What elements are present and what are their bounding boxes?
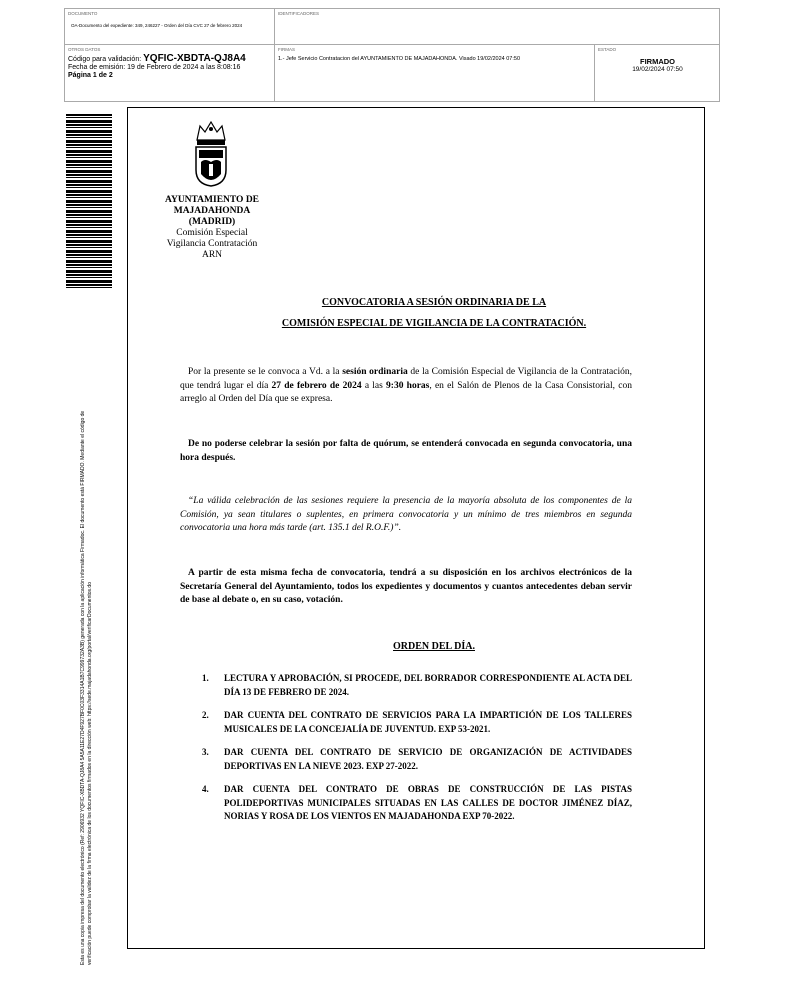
- side-verification-text: [80, 300, 93, 965]
- identificadores-cell: [275, 9, 720, 45]
- codigo-prefix: Código para validación:: [68, 56, 142, 63]
- validation-code: YQFIC-XBDTA-QJ8A4: [143, 53, 246, 64]
- otros-datos-cell: [65, 45, 275, 102]
- otros-datos-label: OTROS DATOS: [68, 47, 101, 52]
- firmas-cell: [275, 45, 595, 102]
- paragraph-convocatoria: Por la presente se le convoca a Vd. a la sesión ordinaria de la Comisión Especial de Vigilancia de la Contratación, que tendrá lugar el día 27 de febrero de 2024 a las 9:30 horas, en el Salón de Plenos de la Casa Consistorial, con arreglo al Orden del Día que se expresa.: [180, 367, 633, 404]
- side-text-line-1: Esta es una copia impresa del documento electrónico (Ref: 2906932 YQFIC-XBDTA-QJ8A4 5A5A11E27D4F927BF0C03F3314A1B7C999732A3B) generada con la aplicación informática Firmadoc. El documento está FIRMADO. Mediante el código de: [80, 410, 86, 965]
- orden-del-dia-title: ORDEN DEL DÍA.: [393, 641, 475, 652]
- paragraph-rof-quote: “La válida celebración de las sesiones requiere la presencia de la mayoría absoluta de los componentes de la Comisión, ya sean titulares o suplentes, en primera convocatoria y un mínimo de tres miembros en segunda convocatoria una hora más tarde (art. 135.1 del R.O.F.)”.: [180, 496, 632, 533]
- org-line-5: Vigilancia Contratación: [166, 239, 258, 249]
- organization-block: [160, 195, 264, 261]
- org-line-2: MAJADAHONDA: [173, 206, 251, 216]
- agenda-item: 1. LECTURA Y APROBACIÓN, SI PROCEDE, DEL BORRADOR CORRESPONDIENTE AL ACTA DEL DÍA 13 DE FEBRERO DE 2024.: [202, 673, 632, 697]
- org-line-1: AYUNTAMIENTO DE: [164, 195, 260, 205]
- firmas-label: FIRMAS: [278, 47, 296, 52]
- documento-value: OA-Documento del expediente: 349, 246227 - Orden del Día CVC 27 de febrero 2024: [71, 23, 243, 28]
- org-line-3: (MADRID): [188, 217, 236, 227]
- documento-cell: [65, 9, 275, 45]
- title-line-2: COMISIÓN ESPECIAL DE VIGILANCIA DE LA CONTRATACIÓN.: [281, 318, 587, 329]
- estado-cell: [595, 45, 720, 102]
- estado-label: ESTADO: [598, 47, 617, 52]
- title-line-1: CONVOCATORIA A SESIÓN ORDINARIA DE LA: [321, 297, 547, 308]
- agenda-list: [202, 672, 632, 834]
- firmas-value: 1.- Jefe Servicio Contratacion del AYUNTAMIENTO DE MAJADAHONDA. Visado 19/02/2024 07:50: [278, 56, 521, 62]
- agenda-item: 3. DAR CUENTA DEL CONTRATO DE SERVICIO DE ORGANIZACIÓN DE ACTIVIDADES DEPORTIVAS EN LA NIEVE 2023. EXP 27-2022.: [202, 747, 632, 771]
- fecha-emision: Fecha de emisión: 19 de Febrero de 2024 a las 8:08:16: [68, 64, 241, 71]
- identificadores-label: IDENTIFICADORES: [278, 11, 320, 16]
- agenda-item: 2. DAR CUENTA DEL CONTRATO DE SERVICIOS PARA LA IMPARTICIÓN DE LOS TALLERES MUSICALES DE LA CONCEJALÍA DE JUVENTUD. EXP 53-2021.: [202, 710, 632, 734]
- document-header-table: [64, 8, 720, 102]
- page-count: Página 1 de 2: [68, 72, 113, 79]
- paragraph-quorum: De no poderse celebrar la sesión por falta de quórum, se entenderá convocada en segunda convocatoria, una hora después.: [180, 439, 632, 463]
- agenda-item: 4. DAR CUENTA DEL CONTRATO DE OBRAS DE CONSTRUCCIÓN DE LAS PISTAS POLIDEPORTIVAS MUNICIPALES SITUADAS EN LAS CALLES DE DOCTOR JIMÉNEZ DÍAZ, NORIAS Y ROSA DE LOS VIENTOS EN MAJADAHONDA EXP 70-2022.: [202, 784, 632, 821]
- documento-label: DOCUMENTO: [68, 11, 98, 16]
- org-line-6: ARN: [201, 250, 223, 260]
- paragraph-archivos: A partir de esta misma fecha de convocatoria, tendrá a su disposición en los archivos electrónicos de la Secretaría General del Ayuntamiento, todos los expedientes y documentos y cuantos antecedentes deban servir de base al debate o, en su caso, votación.: [180, 568, 632, 605]
- estado-date: 19/02/2024 07:50: [632, 66, 683, 73]
- estado-value: FIRMADO: [640, 57, 675, 66]
- org-line-4: Comisión Especial: [176, 228, 248, 238]
- barcode-image: [66, 114, 112, 288]
- side-text-line-2: verificación puede comprobar la validez de la firma electrónica de los documentos firmados en la dirección web: https://sede.majadahonda.org/portal/verificarDocumentos.do: [86, 582, 93, 965]
- coat-of-arms-logo: [191, 120, 231, 188]
